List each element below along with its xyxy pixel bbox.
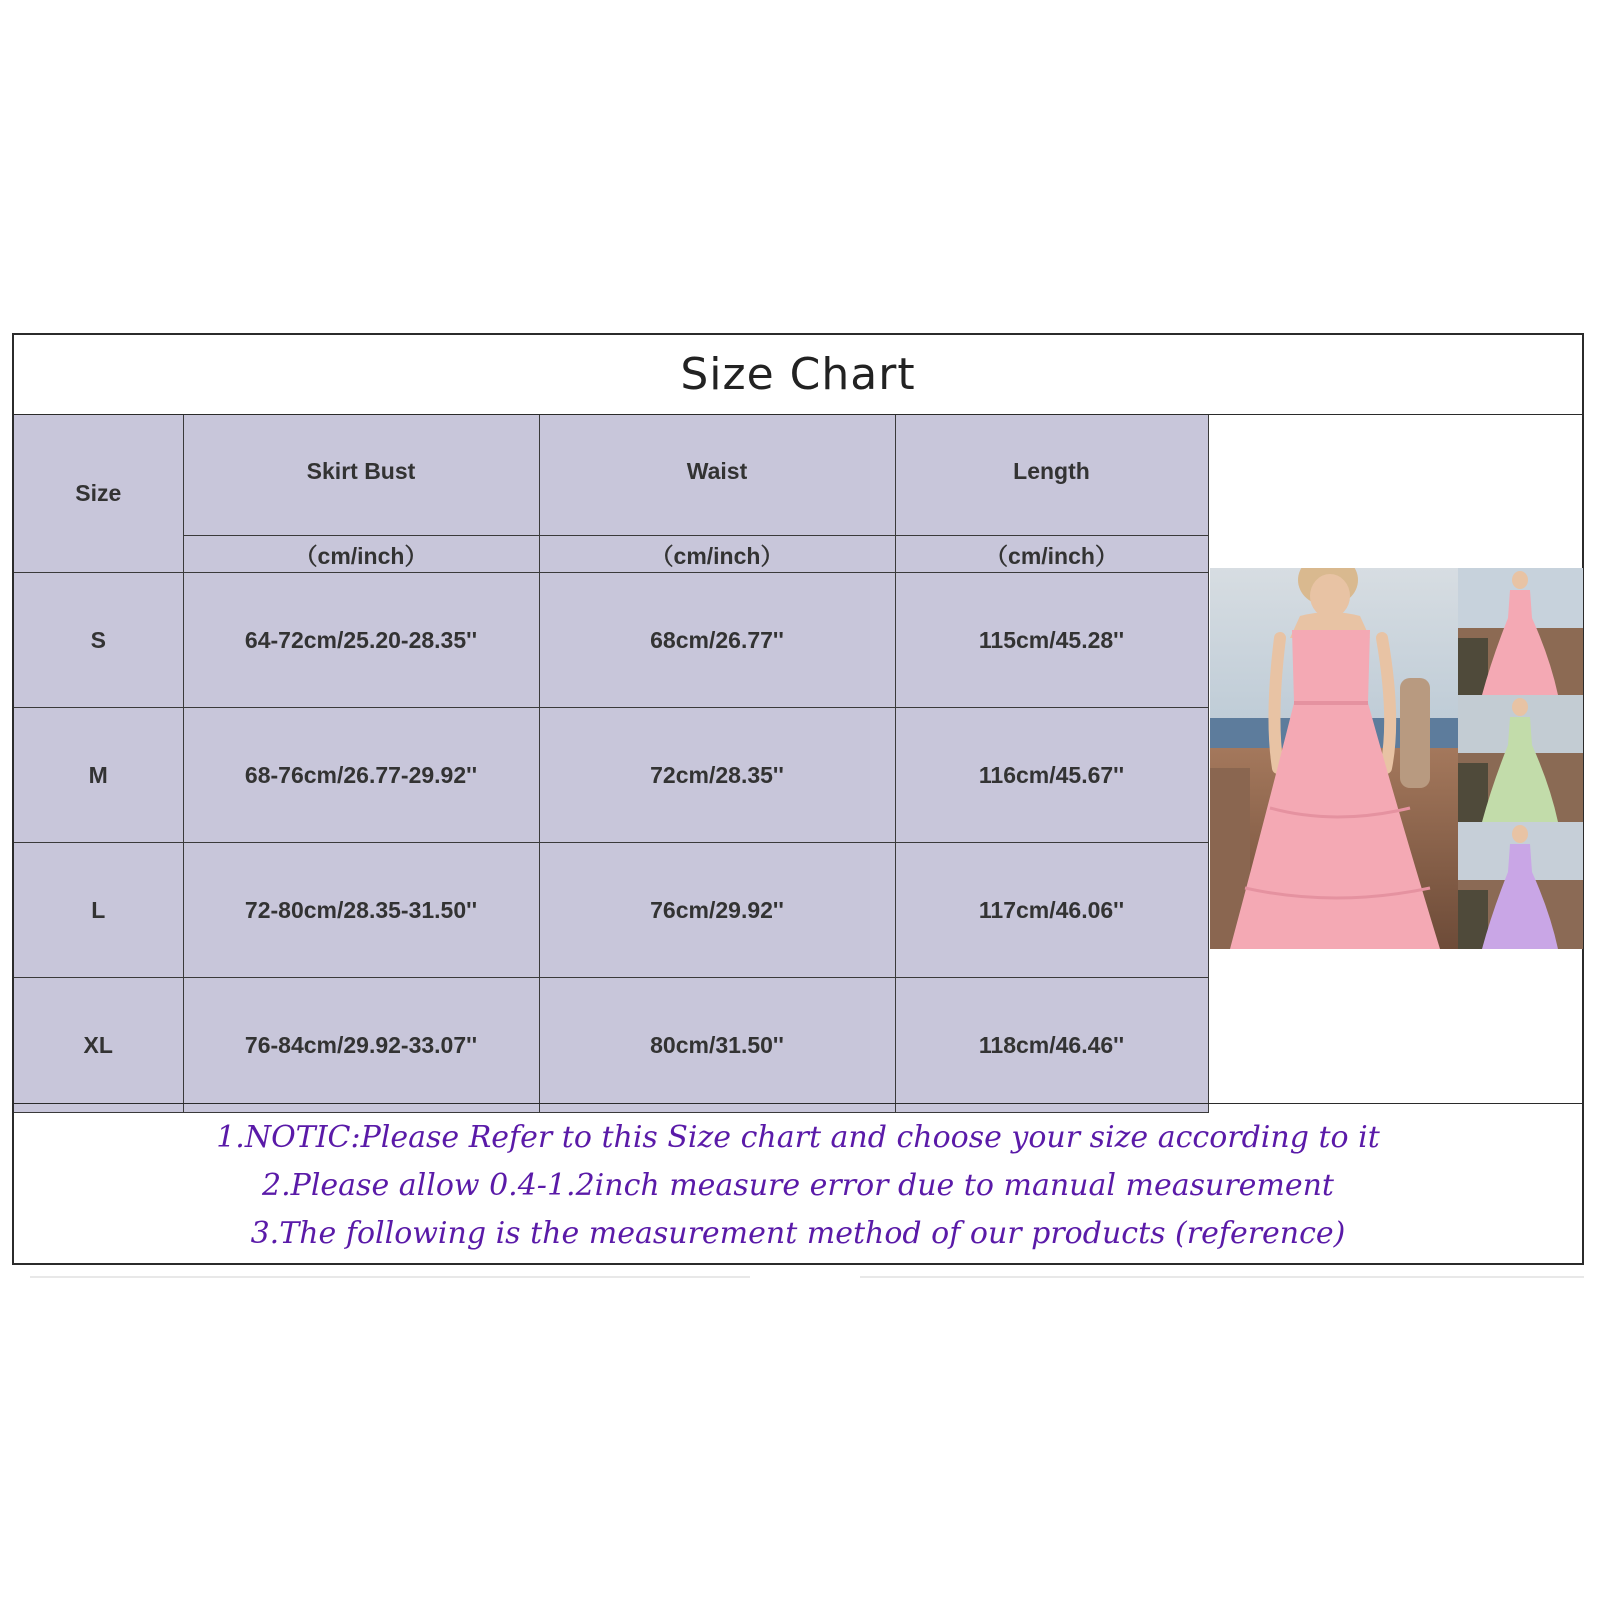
- waist-cell: 80cm/31.50'': [539, 978, 895, 1113]
- note-line-3: 3.The following is the measurement method of our products (reference): [250, 1215, 1346, 1251]
- bottom-divider: [860, 1276, 1584, 1278]
- length-column-header: Length: [895, 415, 1208, 536]
- table-row: [14, 843, 1208, 978]
- product-photo: [1210, 568, 1583, 949]
- length-cell: 116cm/45.67'': [895, 708, 1208, 843]
- bust-column-header: Skirt Bust: [183, 415, 539, 536]
- table-header-row: [14, 415, 1208, 536]
- size-cell: S: [14, 573, 183, 708]
- bust-cell: 64-72cm/25.20-28.35'': [183, 573, 539, 708]
- notes-section: [14, 1103, 1582, 1267]
- size-table: [14, 415, 1209, 1113]
- bust-unit: （cm/inch）: [183, 536, 539, 573]
- thumbnail-green: [1458, 695, 1583, 822]
- length-cell: 118cm/46.46'': [895, 978, 1208, 1113]
- page-title: Size Chart: [14, 335, 1582, 415]
- table-row: [14, 978, 1208, 1113]
- size-column-header: Size: [14, 415, 183, 573]
- main-photo: [1210, 568, 1458, 949]
- length-cell: 117cm/46.06'': [895, 843, 1208, 978]
- table-row: [14, 708, 1208, 843]
- length-cell: 115cm/45.28'': [895, 573, 1208, 708]
- size-cell: M: [14, 708, 183, 843]
- thumbnail-purple: [1458, 822, 1583, 949]
- bust-cell: 72-80cm/28.35-31.50'': [183, 843, 539, 978]
- waist-column-header: Waist: [539, 415, 895, 536]
- waist-cell: 76cm/29.92'': [539, 843, 895, 978]
- waist-cell: 72cm/28.35'': [539, 708, 895, 843]
- waist-cell: 68cm/26.77'': [539, 573, 895, 708]
- size-cell: L: [14, 843, 183, 978]
- size-chart-frame: [12, 333, 1584, 1265]
- thumbnail-pink: [1458, 568, 1583, 695]
- bust-cell: 68-76cm/26.77-29.92'': [183, 708, 539, 843]
- table-unit-row: [14, 536, 1208, 573]
- bust-cell: 76-84cm/29.92-33.07'': [183, 978, 539, 1113]
- note-line-1: 1.NOTIC:Please Refer to this Size chart and choose your size according to it: [216, 1119, 1380, 1155]
- size-cell: XL: [14, 978, 183, 1113]
- note-line-2: 2.Please allow 0.4-1.2inch measure error due to manual measurement: [262, 1167, 1334, 1203]
- waist-unit: （cm/inch）: [539, 536, 895, 573]
- table-row: [14, 573, 1208, 708]
- length-unit: （cm/inch）: [895, 536, 1208, 573]
- bottom-divider: [30, 1276, 750, 1278]
